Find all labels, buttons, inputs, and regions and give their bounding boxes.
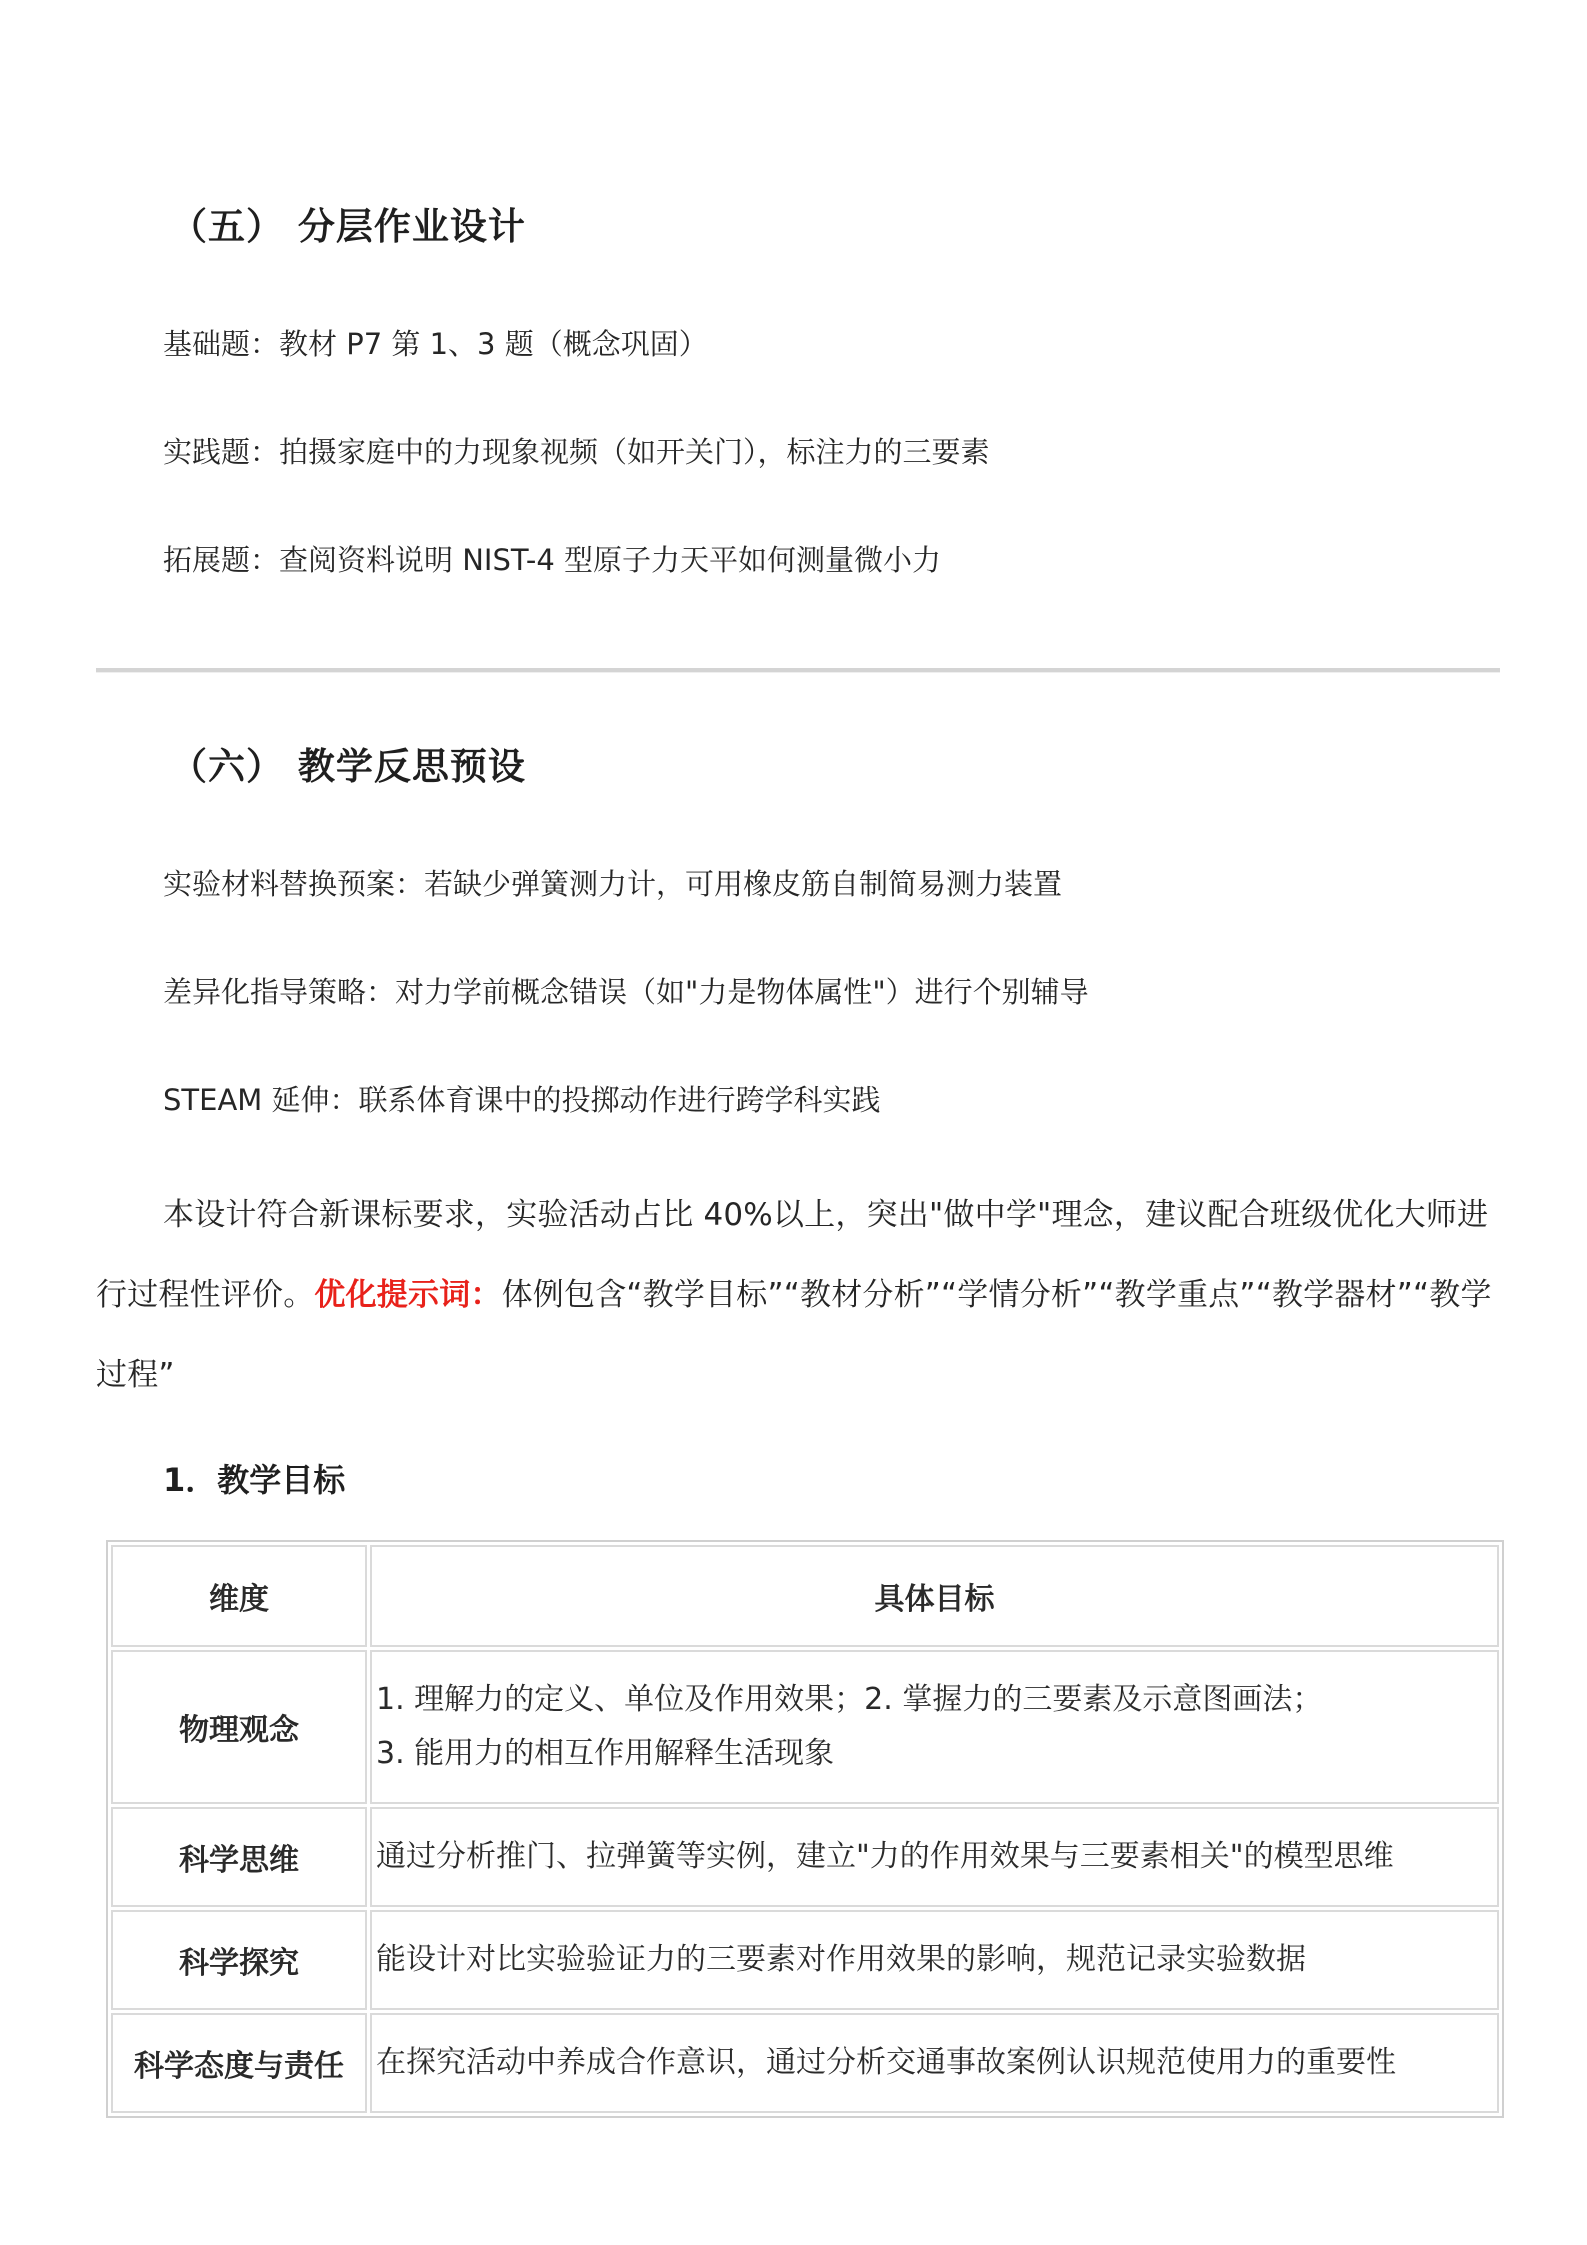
objectives-heading: 1．教学目标	[163, 1461, 346, 1499]
section-5-heading: （五） 分层作业设计	[170, 205, 526, 248]
summary-paragraph	[96, 1175, 1500, 1415]
table-row	[111, 1910, 1499, 2010]
row-goal-line: 1. 理解力的定义、单位及作用效果；2. 掌握力的三要素及示意图画法；	[376, 1682, 1323, 1717]
table-row	[111, 1807, 1499, 1907]
reflection-material-plan: 实验材料替换预案：若缺少弹簧测力计，可用橡皮筋自制简易测力装置	[163, 867, 1063, 901]
homework-basic: 基础题：教材 P7 第 1、3 题（概念巩固）	[163, 327, 708, 361]
table-row	[111, 1650, 1499, 1804]
reflection-differentiation: 差异化指导策略：对力学前概念错误（如"力是物体属性"）进行个别辅导	[163, 975, 1089, 1009]
row-goal	[370, 1650, 1499, 1804]
row-dimension: 科学态度与责任	[111, 2013, 367, 2113]
section-6-heading: （六） 教学反思预设	[170, 745, 526, 788]
table-header-row	[111, 1545, 1499, 1647]
row-dimension: 科学思维	[111, 1807, 367, 1907]
homework-practice: 实践题：拍摄家庭中的力现象视频（如开关门），标注力的三要素	[163, 435, 990, 469]
row-goal-line: 3. 能用力的相互作用解释生活现象	[376, 1736, 835, 1771]
row-goal: 能设计对比实验验证力的三要素对作用效果的影响，规范记录实验数据	[370, 1910, 1499, 2010]
table-row	[111, 2013, 1499, 2113]
optimization-tip-text: 体例包含“教学目标”“教材分析”“学情分析”“教学重点”“教学器材”“教学过程”	[96, 1277, 1492, 1393]
header-dimension: 维度	[111, 1545, 367, 1647]
optimization-tip-label: 优化提示词：	[314, 1277, 502, 1313]
reflection-steam: STEAM 延伸：联系体育课中的投掷动作进行跨学科实践	[163, 1083, 881, 1117]
header-goal: 具体目标	[370, 1545, 1499, 1647]
homework-extension: 拓展题：查阅资料说明 NIST-4 型原子力天平如何测量微小力	[163, 543, 942, 577]
row-dimension: 科学探究	[111, 1910, 367, 2010]
horizontal-divider	[96, 668, 1500, 673]
objectives-table	[106, 1540, 1504, 2118]
row-dimension: 物理观念	[111, 1650, 367, 1804]
summary-text: 本设计符合新课标要求，实验活动占比 40%以上，突出"做中学"理念，建议配合班级优化大师进行过程性评价。	[96, 1197, 1489, 1313]
row-goal: 在探究活动中养成合作意识，通过分析交通事故案例认识规范使用力的重要性	[370, 2013, 1499, 2113]
row-goal: 通过分析推门、拉弹簧等实例，建立"力的作用效果与三要素相关"的模型思维	[370, 1807, 1499, 1907]
